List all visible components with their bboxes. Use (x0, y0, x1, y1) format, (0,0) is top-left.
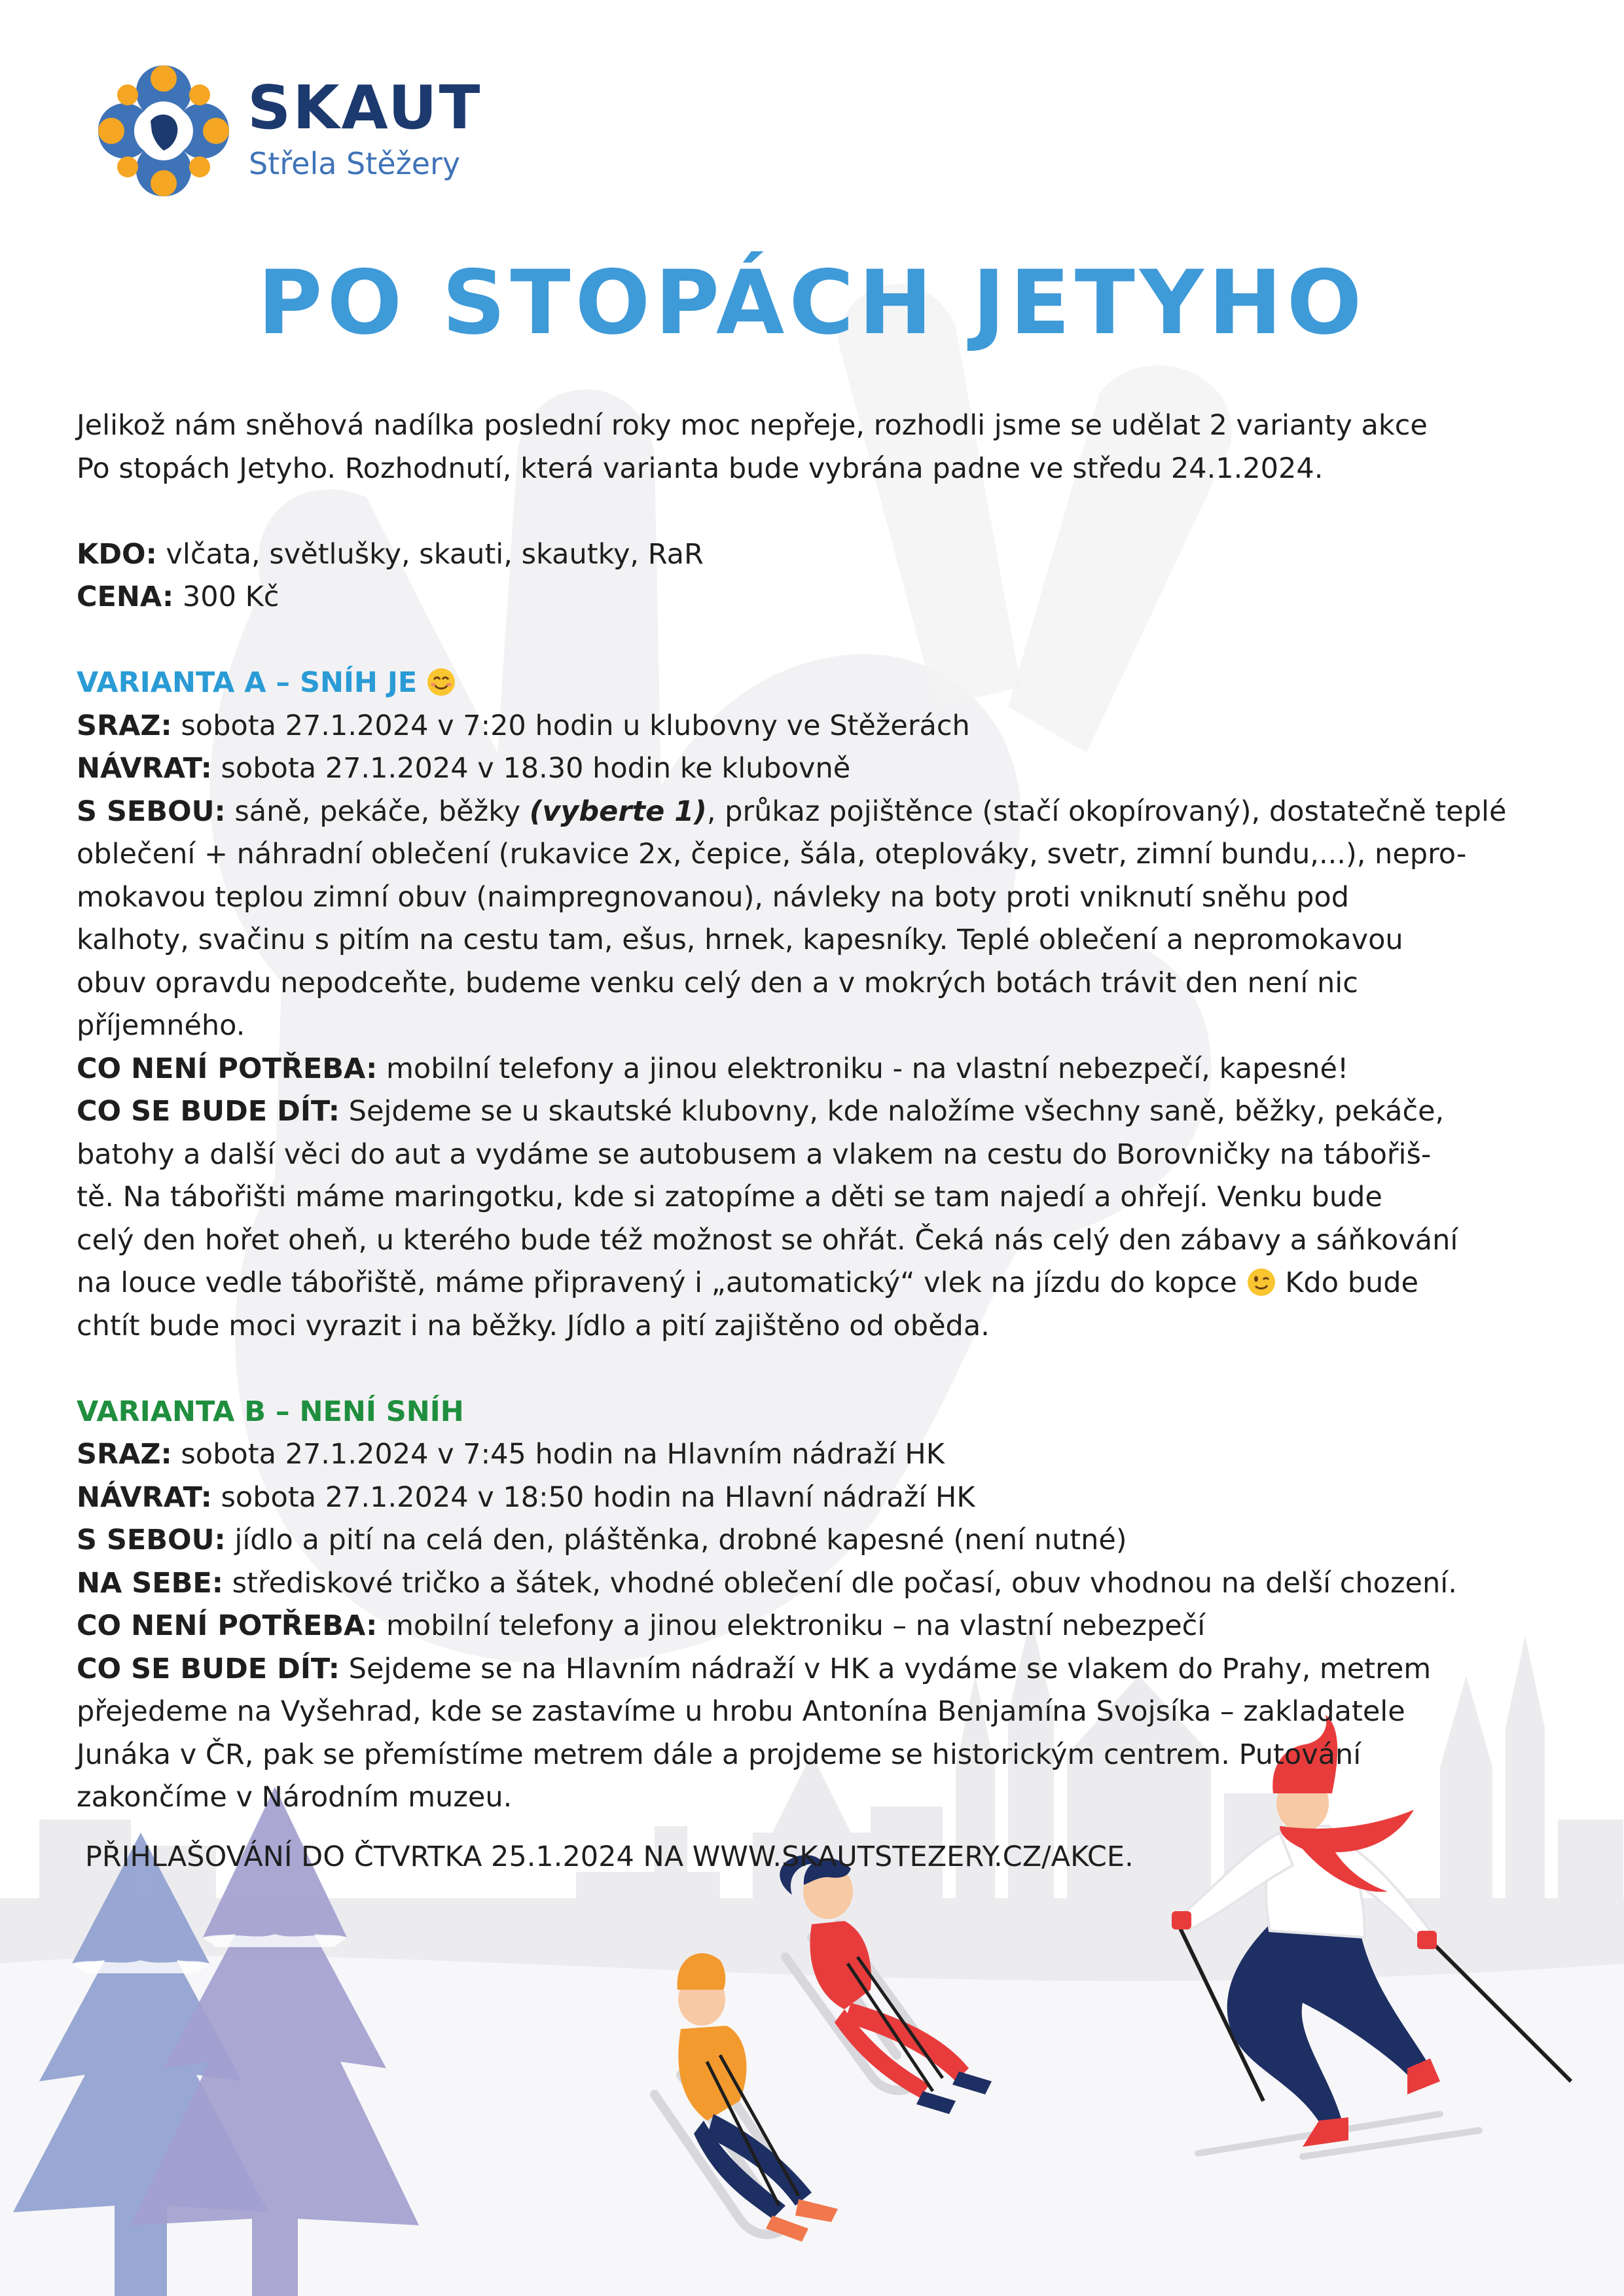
return-label: NÁVRAT: (77, 752, 212, 785)
wear-label: NA SEBE: (77, 1566, 223, 1600)
wear-value: střediskové tričko a šátek, vhodné oblečení dle počasí, obuv vhodnou na delší chození. (223, 1566, 1457, 1600)
meeting-label: SRAZ: (77, 709, 172, 742)
variant-a-heading: VARIANTA A – SNÍH JE (77, 666, 418, 699)
variant-a-not-needed-row (77, 1048, 1549, 1091)
intro-line: Jelikož nám sněhová nadílka poslední roky moc nepřeje, rozhodli jsme se udělat 2 varianty akce (77, 409, 1428, 442)
variant-a-program-row (77, 1090, 1549, 1134)
return-value: sobota 27.1.2024 v 18:50 hodin na Hlavní nádraží HK (211, 1480, 975, 1514)
variant-a-return-row (77, 747, 1549, 791)
variant-b-meeting-row (77, 1433, 1549, 1477)
smiling-face-emoji-icon (426, 667, 456, 697)
variant-a-meeting-row (77, 705, 1549, 748)
price-label: CENA: (77, 581, 174, 613)
not-needed-value: mobilní telefony a jinou elektroniku - na vlastní nebezpečí, kapesné! (377, 1052, 1349, 1085)
event-description (77, 404, 1549, 1820)
program-line: celý den hořet oheň, u kterého bude též možnost se ohřát. Čeká nás celý den zábavy a sáňkování (77, 1223, 1458, 1257)
bring-value: jídlo a pití na celá den, pláštěnka, drobné kapesné (není nutné) (225, 1524, 1127, 1556)
bring-line: příjemného. (77, 1009, 245, 1042)
return-value: sobota 27.1.2024 v 18.30 hodin ke klubovně (211, 752, 851, 785)
not-needed-label: CO NENÍ POTŘEBA: (77, 1052, 378, 1085)
bring-line: kalhoty, svačinu s pitím na cestu tam, ešus, hrnek, kapesníky. Teplé oblečení a nepromokavou (77, 924, 1403, 956)
variant-b-not-needed-row (77, 1605, 1549, 1648)
variant-b-bring-row (77, 1519, 1549, 1562)
price-value: 300 Kč (173, 581, 280, 613)
scout-lily-logo-icon (92, 59, 236, 203)
bring-line: obuv opravdu nepodceňte, budeme venku celý den a v mokrých botách trávit den není nic (77, 966, 1358, 999)
page-title: PO STOPÁCH JETYHO (257, 251, 1367, 354)
variant-a-bring-row (77, 791, 1549, 834)
signup-link[interactable]: PŘIHLAŠOVÁNÍ DO ČTVRTKA 25.1.2024 NA WWW.SKAUTSTEZERY.CZ/AKCE. (85, 1840, 1134, 1873)
bring-choose-one: (vyberte 1) (529, 795, 707, 828)
meeting-value: sobota 27.1.2024 v 7:45 hodin na Hlavním nádraží HK (171, 1438, 945, 1471)
program-text: Sejdeme se u skautské klubovny, kde naložíme všechny saně, běžky, pekáče, (340, 1095, 1445, 1128)
variant-b-program-row (77, 1648, 1549, 1691)
meeting-value: sobota 27.1.2024 v 7:20 hodin u klubovny ve Stěžerách (171, 709, 970, 742)
program-label: CO SE BUDE DÍT: (77, 1095, 340, 1128)
who-value: vlčata, světlušky, skauti, skautky, RaR (156, 537, 704, 571)
not-needed-label: CO NENÍ POTŘEBA: (77, 1609, 378, 1642)
program-text: Sejdeme se na Hlavním nádraží v HK a vydáme se vlakem do Prahy, metrem (340, 1652, 1432, 1685)
winking-face-emoji-icon (1246, 1267, 1276, 1297)
program-text: na louce vedle tábořiště, máme připravený i „automatický“ vlek na jízdu do kopce (77, 1266, 1246, 1299)
program-line: přejedeme na Vyšehrad, kde se zastavíme u hrobu Antonína Benjamína Svojsíka – zakladatele (77, 1695, 1405, 1728)
bring-line: oblečení + náhradní oblečení (rukavice 2x, čepice, šála, oteplováky, svetr, zimní bundu,...), nepro- (77, 838, 1467, 870)
program-line: Junáka v ČR, pak se přemístíme metrem dále a projdeme se historickým centrem. Putování (77, 1738, 1362, 1771)
program-label: CO SE BUDE DÍT: (77, 1652, 340, 1685)
program-line (77, 1262, 1549, 1305)
bring-text: sáně, pekáče, běžky (225, 795, 530, 828)
return-label: NÁVRAT: (77, 1480, 212, 1514)
program-text: Kdo bude (1276, 1266, 1418, 1299)
price-row (77, 576, 1549, 619)
who-label: KDO: (77, 537, 157, 571)
bring-label: S SEBOU: (77, 795, 226, 828)
variant-b-heading-row (77, 1391, 1549, 1434)
program-line: zakončíme v Národním muzeu. (77, 1781, 513, 1814)
variant-b-wear-row (77, 1562, 1549, 1605)
logo-name: SKAUT (247, 73, 482, 143)
variant-b-heading: VARIANTA B – NENÍ SNÍH (77, 1395, 464, 1428)
troop-logo[interactable] (92, 59, 484, 203)
variant-a-heading-row (77, 662, 1549, 705)
meeting-label: SRAZ: (77, 1438, 172, 1471)
program-line: chtít bude moci vyrazit i na běžky. Jídlo a pití zajištěno od oběda. (77, 1309, 990, 1342)
intro-line: Po stopách Jetyho. Rozhodnutí, která varianta bude vybrána padne ve středu 24.1.2024. (77, 452, 1324, 485)
bring-text: , průkaz pojištěnce (stačí okopírovaný), dostatečně teplé (706, 795, 1507, 828)
bring-line: mokavou teplou zimní obuv (naimpregnovanou), návleky na boty proti vniknutí sněhu pod (77, 880, 1349, 914)
bring-label: S SEBOU: (77, 1524, 226, 1556)
program-line: tě. Na tábořišti máme maringotku, kde si zatopíme a děti se tam najedí a ohřejí. Venku bude (77, 1181, 1382, 1213)
who-row (77, 533, 1549, 577)
not-needed-value: mobilní telefony a jinou elektroniku – na vlastní nebezpečí (377, 1609, 1206, 1642)
logo-subtitle: Střela Stěžery (249, 146, 461, 181)
program-line: batohy a další věci do aut a vydáme se autobusem a vlakem na cestu do Borovničky na tábořiš- (77, 1138, 1432, 1171)
variant-b-return-row (77, 1477, 1549, 1520)
